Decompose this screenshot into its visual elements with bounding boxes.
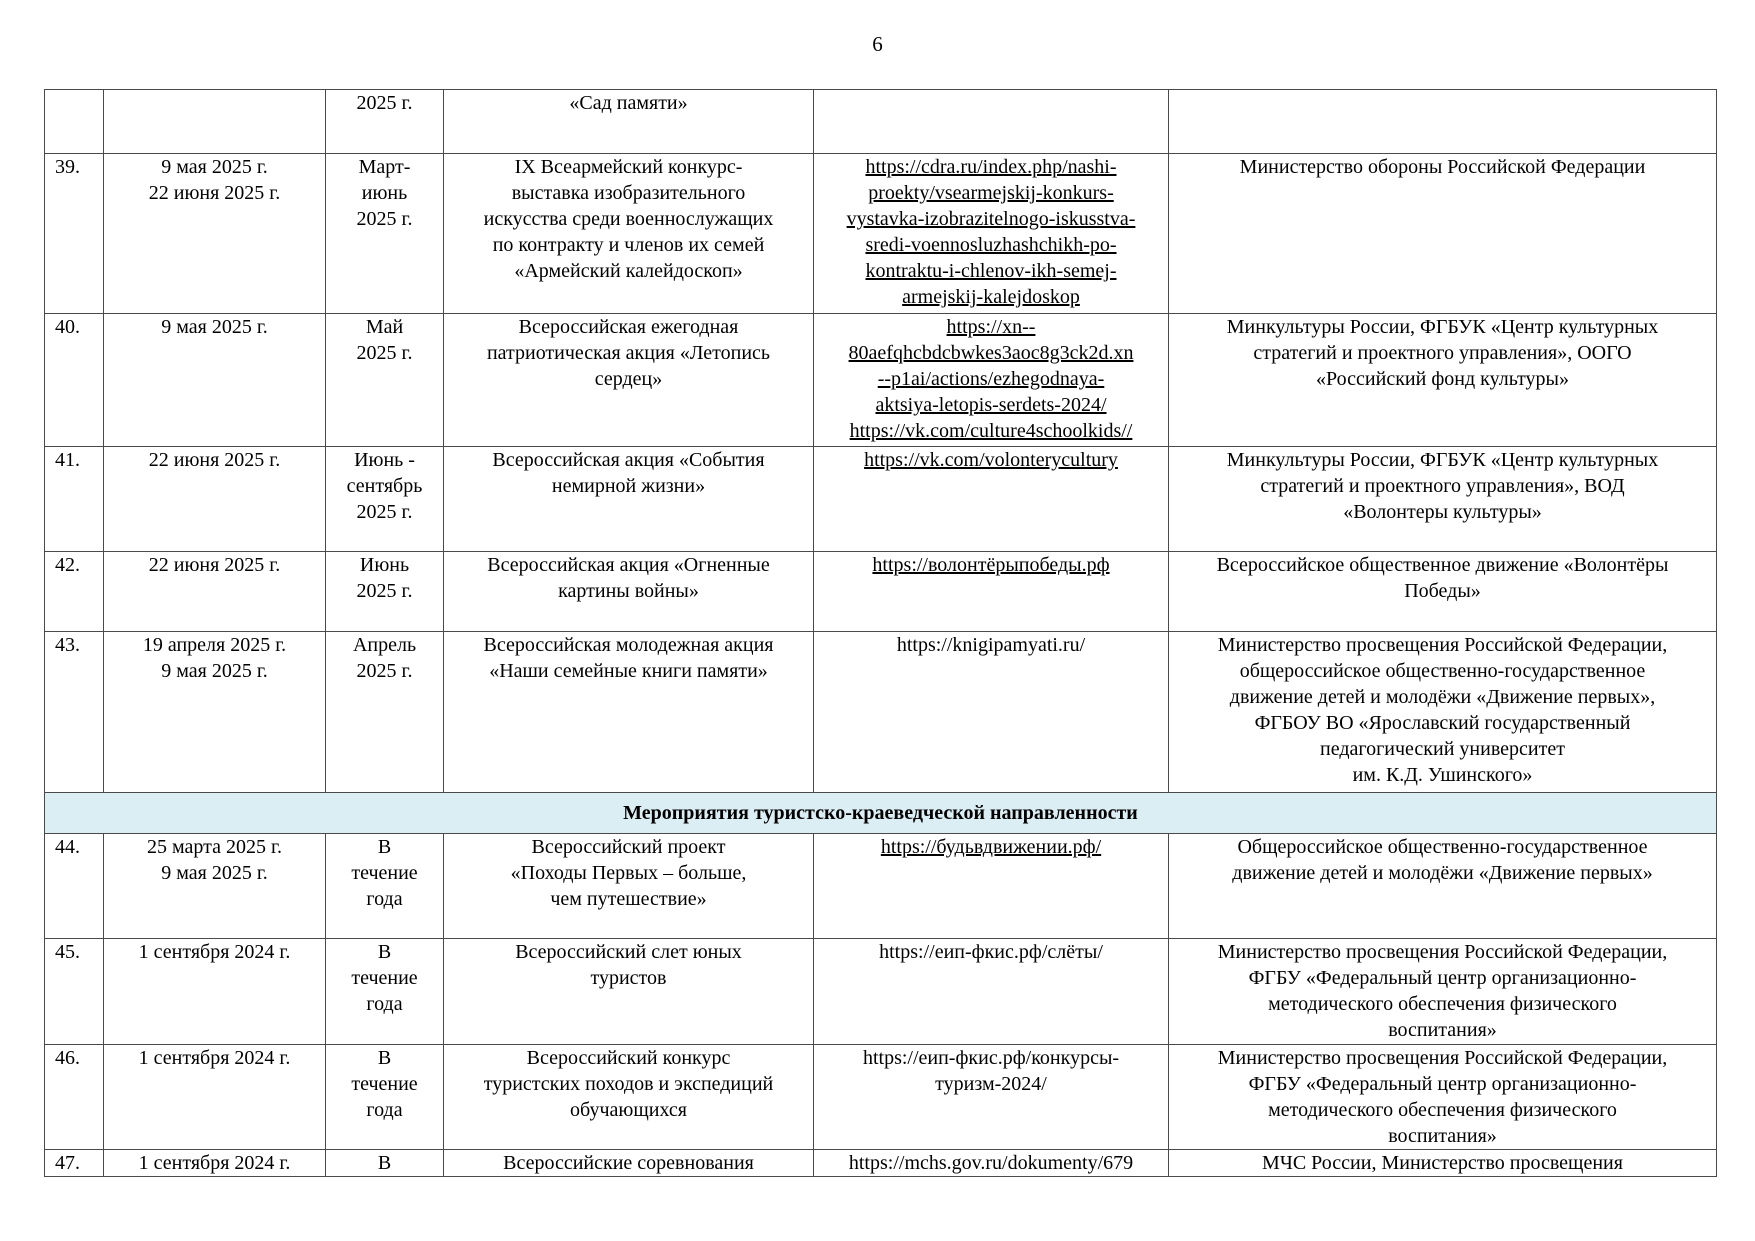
event-link-line: https://knigipamyati.ru/ — [896, 634, 1086, 656]
event-organizer-line: движение детей и молодёжи «Движение первых», — [1229, 686, 1656, 708]
event-period-line: В — [377, 941, 392, 963]
event-name-line: картины войны» — [558, 580, 699, 602]
event-organizer — [1169, 154, 1717, 314]
event-dates — [104, 90, 326, 154]
event-period-line: 2025 г. — [356, 208, 413, 230]
event-dates-line: 1 сентября 2024 г. — [138, 1047, 291, 1069]
event-period-line: года — [366, 993, 403, 1015]
event-name — [444, 552, 814, 632]
event-name — [444, 1045, 814, 1150]
event-period — [326, 154, 444, 314]
event-dates — [104, 154, 326, 314]
event-organizer-line: Министерство обороны Российской Федерации — [1239, 156, 1646, 178]
event-organizer — [1169, 939, 1717, 1045]
table-row — [45, 1150, 1717, 1177]
event-link-line[interactable]: https://cdra.ru/index.php/nashi- — [865, 156, 1117, 178]
event-name-line: IX Всеармейский конкурс- — [514, 156, 743, 178]
events-table-body — [45, 90, 1717, 1177]
page-number: 6 — [872, 32, 883, 56]
event-organizer-line: педагогический университет — [1320, 738, 1565, 760]
event-dates-line: 9 мая 2025 г. — [161, 316, 268, 338]
event-period-line: июнь — [361, 182, 408, 204]
event-name — [444, 154, 814, 314]
event-link — [814, 447, 1169, 552]
event-link — [814, 154, 1169, 314]
event-organizer-line: методического обеспечения физического — [1268, 993, 1617, 1015]
event-link-line[interactable]: https://vk.com/volonterycultury — [864, 449, 1118, 471]
event-dates-line: 1 сентября 2024 г. — [138, 941, 291, 963]
event-organizer — [1169, 552, 1717, 632]
section-title: Мероприятия туристско-краеведческой направленности — [45, 793, 1717, 834]
event-link — [814, 1045, 1169, 1150]
event-name-line: Всероссийская акция «События — [492, 449, 765, 471]
event-name — [444, 314, 814, 447]
event-dates-line: 9 мая 2025 г. — [161, 156, 268, 178]
event-name-line: чем путешествие» — [550, 888, 707, 910]
event-organizer-line: ФГБОУ ВО «Ярославский государственный — [1254, 712, 1631, 734]
event-link — [814, 834, 1169, 939]
event-dates — [104, 552, 326, 632]
event-dates — [104, 834, 326, 939]
event-organizer-line: воспитания» — [1388, 1019, 1497, 1041]
event-organizer — [1169, 1045, 1717, 1150]
event-organizer-line: Победы» — [1404, 580, 1481, 602]
event-link-line[interactable]: https://волонтёрыпобеды.рф — [872, 554, 1110, 576]
event-period-line: сентябрь — [346, 475, 423, 497]
event-organizer-line: МЧС России, Министерство просвещения — [1262, 1152, 1623, 1174]
event-link-line: https://еип-фкис.рф/конкурсы- — [862, 1047, 1120, 1069]
event-link-line[interactable]: https://будьвдвижении.рф/ — [880, 836, 1102, 858]
event-name-line: туристских походов и экспедиций — [483, 1073, 774, 1095]
event-name — [444, 90, 814, 154]
event-organizer-line: им. К.Д. Ушинского» — [1352, 764, 1533, 786]
event-link — [814, 632, 1169, 793]
event-name — [444, 1150, 814, 1177]
event-name-line: обучающихся — [570, 1099, 687, 1121]
event-organizer — [1169, 90, 1717, 154]
event-name-line: «Армейский калейдоскоп» — [514, 260, 743, 282]
event-organizer-line: «Волонтеры культуры» — [1343, 501, 1542, 523]
event-dates-line: 22 июня 2025 г. — [148, 554, 281, 576]
event-period-line: 2025 г. — [356, 580, 413, 602]
event-dates-line: 25 марта 2025 г. — [147, 836, 282, 858]
event-dates — [104, 314, 326, 447]
event-link-line[interactable]: sredi-voennosluzhashchikh-po- — [865, 234, 1117, 256]
event-link-line[interactable]: https://xn-- — [946, 316, 1036, 338]
event-dates — [104, 1045, 326, 1150]
event-link-line: туризм-2024/ — [935, 1073, 1047, 1095]
event-name-line: «Наши семейные книги памяти» — [489, 660, 768, 682]
event-name-line: Всероссийский конкурс — [526, 1047, 731, 1069]
event-name-line: патриотическая акция «Летопись — [486, 342, 771, 364]
event-period-line: Апрель — [352, 634, 417, 656]
event-link-line[interactable]: --p1ai/actions/ezhegodnaya- — [877, 368, 1105, 390]
event-link-line[interactable]: proekty/vsearmejskij-konkurs- — [868, 182, 1114, 204]
event-link-line: https://еип-фкис.рф/слёты/ — [879, 941, 1103, 963]
event-organizer-line: стратегий и проектного управления», ВОД — [1260, 475, 1625, 497]
event-period-line: Июнь — [359, 554, 410, 576]
event-name-line: сердец» — [594, 368, 663, 390]
event-organizer-line: Министерство просвещения Российской Федерации, — [1217, 941, 1668, 963]
events-table — [44, 89, 1717, 1177]
event-name-line: Всероссийская ежегодная — [518, 316, 739, 338]
event-dates — [104, 447, 326, 552]
event-link — [814, 90, 1169, 154]
event-name — [444, 447, 814, 552]
event-period-line: В — [377, 1047, 392, 1069]
event-period-line: В — [377, 1152, 392, 1174]
event-name-line: искусства среди военнослужащих — [483, 208, 774, 230]
event-organizer — [1169, 1150, 1717, 1177]
event-link-line[interactable]: kontraktu-i-chlenov-ikh-semej- — [865, 260, 1117, 282]
event-period — [326, 632, 444, 793]
row-number: 41. — [45, 447, 104, 552]
event-period — [326, 314, 444, 447]
event-link — [814, 939, 1169, 1045]
event-period-line: 2025 г. — [356, 501, 413, 523]
event-name-line: немирной жизни» — [551, 475, 706, 497]
event-period-line: Май — [365, 316, 404, 338]
event-period — [326, 90, 444, 154]
event-name — [444, 939, 814, 1045]
row-number: 47. — [45, 1150, 104, 1177]
event-period — [326, 552, 444, 632]
event-period-line: года — [366, 1099, 403, 1121]
row-number: 45. — [45, 939, 104, 1045]
event-name-line: Всероссийский слет юных — [515, 941, 742, 963]
event-name-line: туристов — [590, 967, 667, 989]
table-row — [45, 939, 1717, 1045]
event-period — [326, 1150, 444, 1177]
event-period — [326, 939, 444, 1045]
event-link-line[interactable]: armejskij-kalejdoskop — [902, 286, 1080, 308]
event-organizer-line: воспитания» — [1388, 1125, 1497, 1147]
row-number: 39. — [45, 154, 104, 314]
event-organizer — [1169, 834, 1717, 939]
event-period — [326, 1045, 444, 1150]
row-number: 43. — [45, 632, 104, 793]
event-organizer-line: стратегий и проектного управления», ООГО — [1253, 342, 1632, 364]
event-organizer — [1169, 447, 1717, 552]
table-row — [45, 314, 1717, 447]
event-organizer-line: методического обеспечения физического — [1268, 1099, 1617, 1121]
event-period-line: 2025 г. — [356, 92, 413, 114]
event-organizer-line: Министерство просвещения Российской Федерации, — [1217, 634, 1668, 656]
event-name-line: Всероссийская молодежная акция — [483, 634, 774, 656]
event-link — [814, 552, 1169, 632]
event-dates — [104, 1150, 326, 1177]
row-number: 44. — [45, 834, 104, 939]
event-dates-line: 22 июня 2025 г. — [148, 182, 281, 204]
event-organizer-line: ФГБУ «Федеральный центр организационно- — [1248, 1073, 1637, 1095]
event-dates-line: 9 мая 2025 г. — [161, 660, 268, 682]
table-row — [45, 552, 1717, 632]
event-period-line: года — [366, 888, 403, 910]
event-organizer-line: движение детей и молодёжи «Движение первых» — [1232, 862, 1653, 884]
table-row — [45, 90, 1717, 154]
event-period — [326, 447, 444, 552]
event-organizer-line: Минкультуры России, ФГБУК «Центр культурных — [1226, 449, 1659, 471]
event-dates-line: 9 мая 2025 г. — [161, 862, 268, 884]
row-number: 40. — [45, 314, 104, 447]
row-number — [45, 90, 104, 154]
event-link-line[interactable]: vystavka-izobrazitelnogo-iskusstva- — [846, 208, 1136, 230]
event-name — [444, 632, 814, 793]
event-period-line: Июнь - — [354, 449, 415, 471]
event-name-line: Всероссийский проект — [531, 836, 726, 858]
event-link — [814, 314, 1169, 447]
row-number: 42. — [45, 552, 104, 632]
event-dates-line: 19 апреля 2025 г. — [142, 634, 287, 656]
event-dates-line: 1 сентября 2024 г. — [138, 1152, 291, 1174]
row-number: 46. — [45, 1045, 104, 1150]
table-row — [45, 154, 1717, 314]
event-dates-line: 22 июня 2025 г. — [148, 449, 281, 471]
event-name — [444, 834, 814, 939]
event-organizer — [1169, 632, 1717, 793]
event-period — [326, 834, 444, 939]
event-organizer — [1169, 314, 1717, 447]
event-name-line: «Сад памяти» — [569, 92, 688, 114]
event-period-line: 2025 г. — [356, 660, 413, 682]
event-organizer-line: Минкультуры России, ФГБУК «Центр культурных — [1226, 316, 1659, 338]
section-heading-row — [45, 793, 1717, 834]
table-row — [45, 1045, 1717, 1150]
event-organizer-line: Министерство просвещения Российской Федерации, — [1217, 1047, 1668, 1069]
event-period-line: течение — [351, 862, 418, 884]
table-row — [45, 447, 1717, 552]
event-period-line: 2025 г. — [356, 342, 413, 364]
event-link-line[interactable]: https://vk.com/culture4schoolkids// — [849, 420, 1133, 442]
event-link-line: https://mchs.gov.ru/dokumenty/679 — [848, 1152, 1134, 1174]
event-organizer-line: «Российский фонд культуры» — [1316, 368, 1569, 390]
table-row — [45, 834, 1717, 939]
event-name-line: Всероссийская акция «Огненные — [487, 554, 770, 576]
event-dates — [104, 632, 326, 793]
event-organizer-line: Общероссийское общественно-государственное — [1237, 836, 1648, 858]
event-period-line: Март- — [358, 156, 411, 178]
event-dates — [104, 939, 326, 1045]
event-link — [814, 1150, 1169, 1177]
event-link-line[interactable]: 80aefqhcbdcbwkes3aoc8g3ck2d.xn — [848, 342, 1134, 364]
event-period-line: течение — [351, 967, 418, 989]
event-name-line: «Походы Первых – больше, — [510, 862, 747, 884]
event-name-line: по контракту и членов их семей — [492, 234, 765, 256]
event-organizer-line: ФГБУ «Федеральный центр организационно- — [1248, 967, 1637, 989]
table-row — [45, 632, 1717, 793]
event-link-line[interactable]: aktsiya-letopis-serdets-2024/ — [875, 394, 1107, 416]
event-name-line: выставка изобразительного — [511, 182, 746, 204]
event-organizer-line: общероссийское общественно-государственное — [1239, 660, 1646, 682]
event-period-line: В — [377, 836, 392, 858]
event-name-line: Всероссийские соревнования — [503, 1152, 754, 1174]
event-organizer-line: Всероссийское общественное движение «Волонтёры — [1216, 554, 1669, 576]
event-period-line: течение — [351, 1073, 418, 1095]
